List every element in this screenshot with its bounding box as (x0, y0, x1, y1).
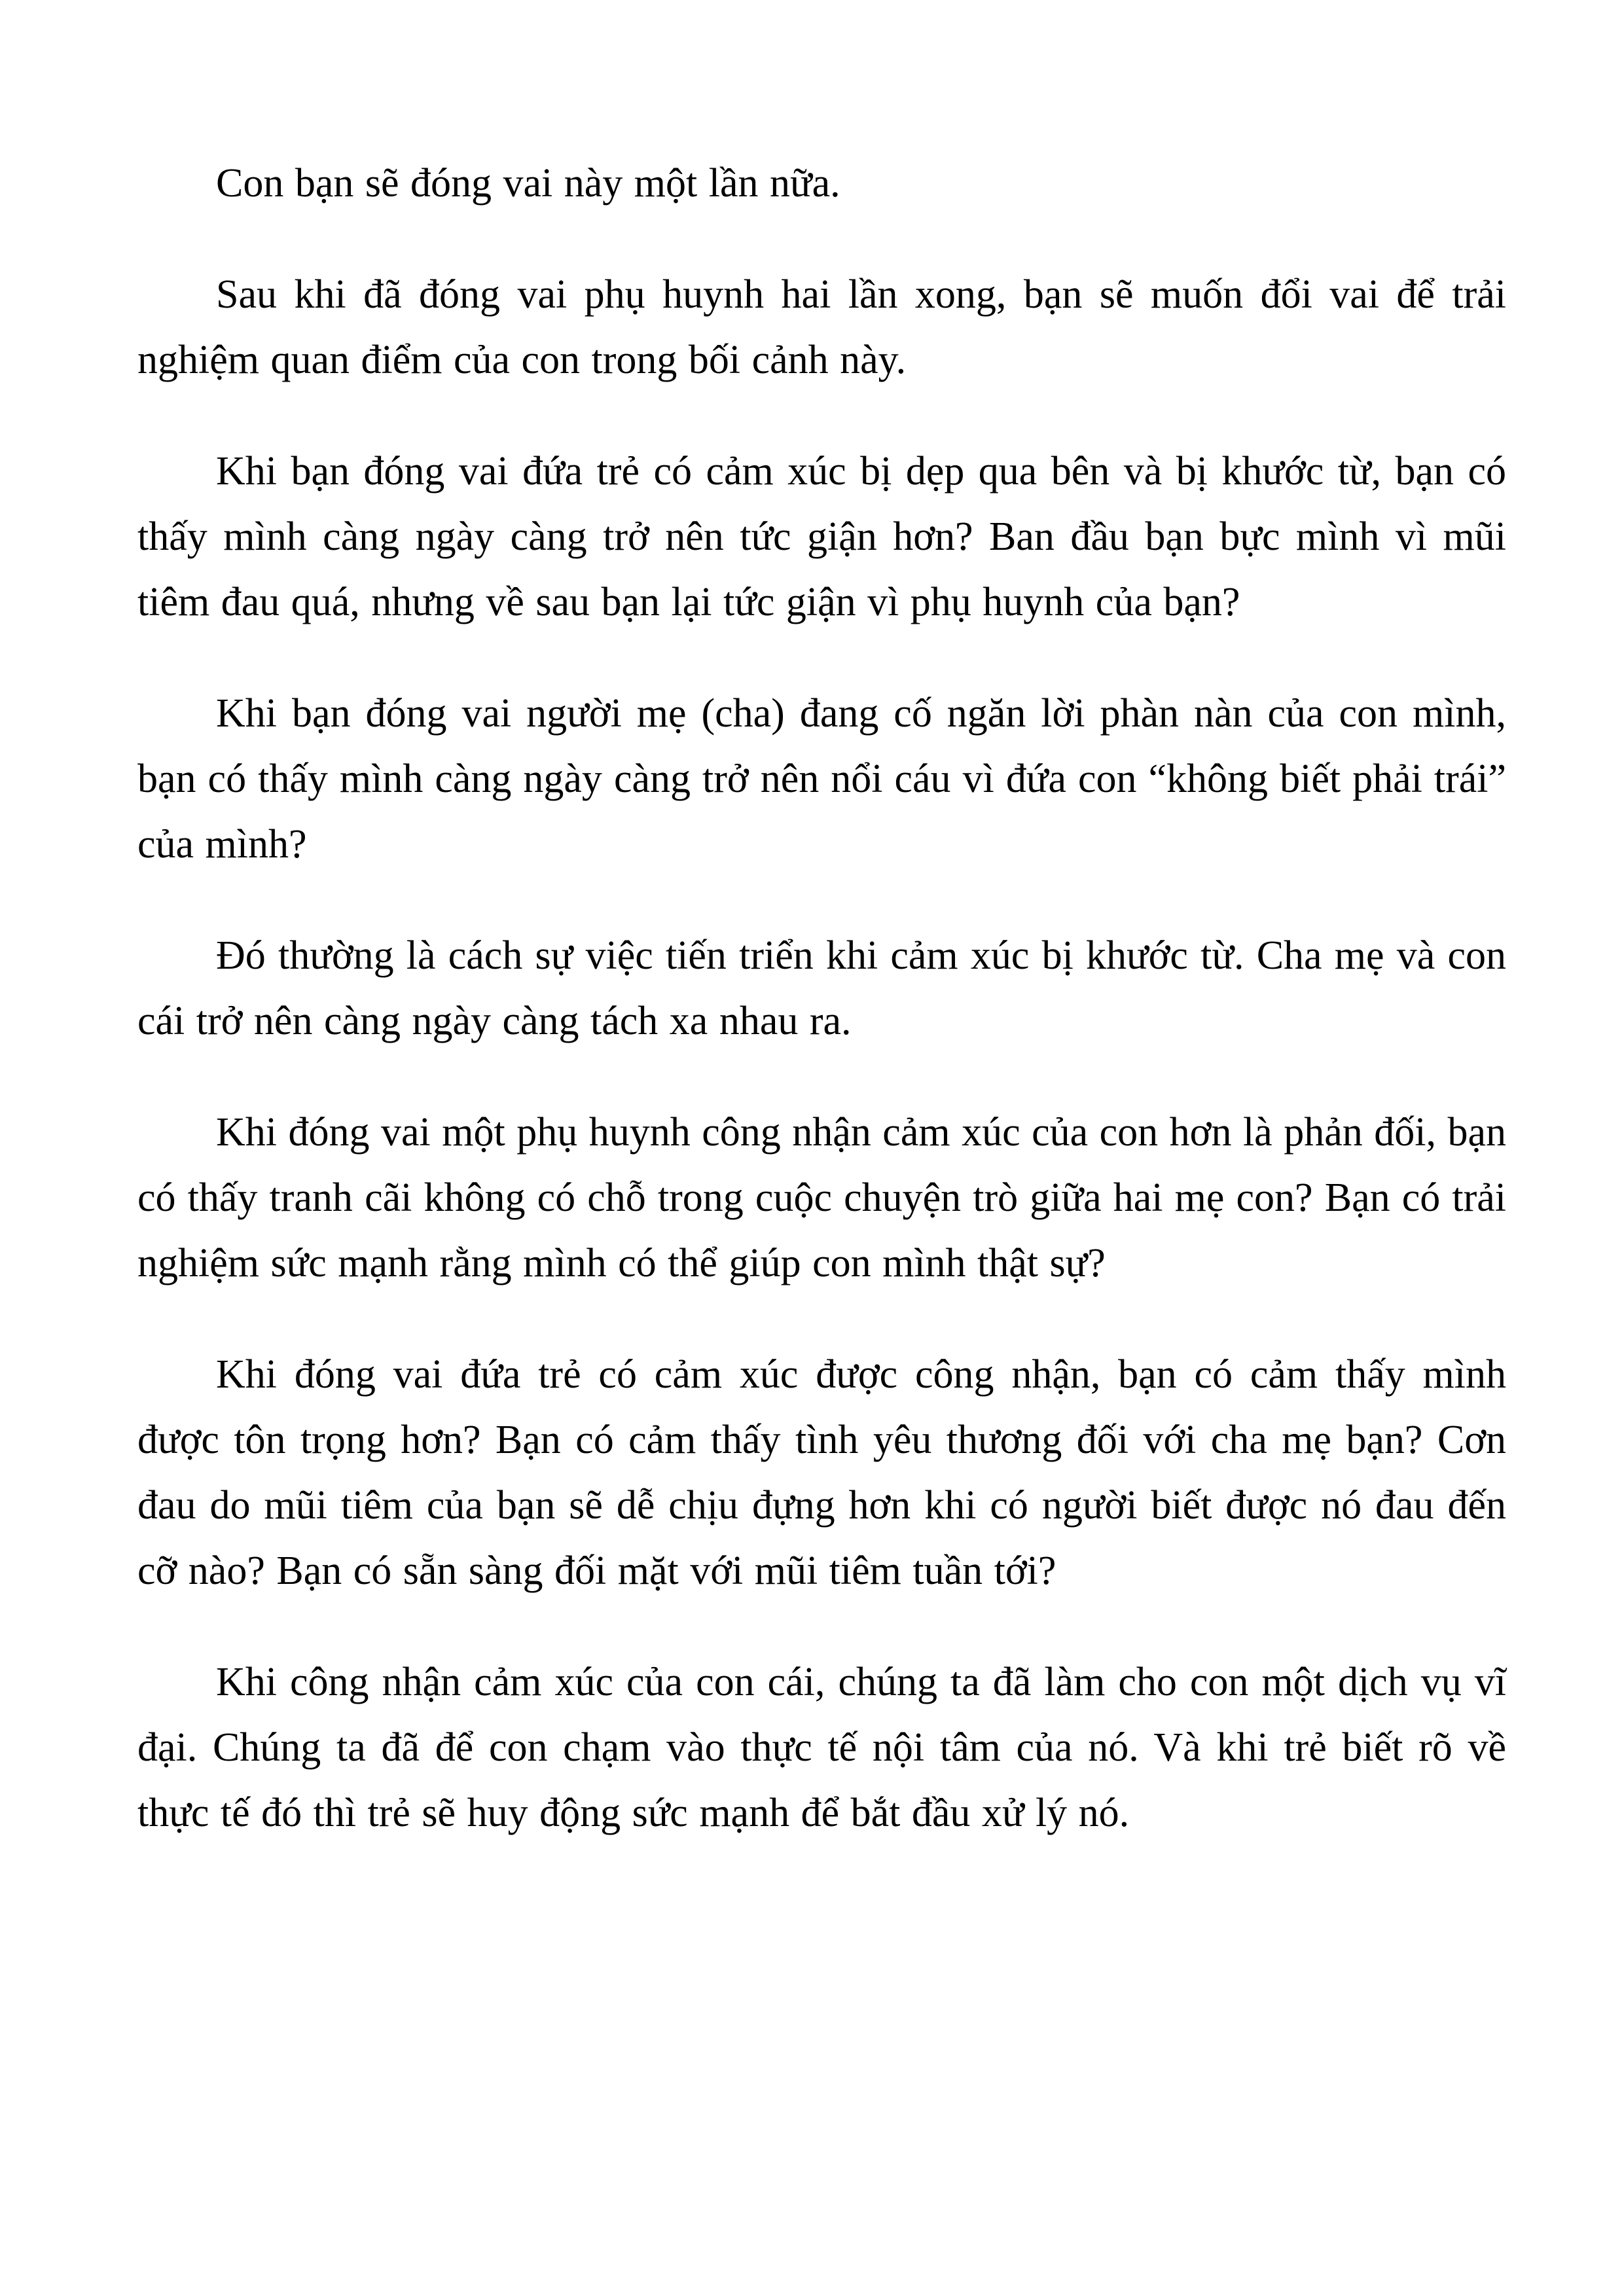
paragraph-7: Khi đóng vai đứa trẻ có cảm xúc được công nhận, bạn có cảm thấy mình được tôn trọng hơn? Bạn có cảm thấy tình yêu thương đối với cha mẹ bạn? Cơn đau do mũi tiêm của bạn sẽ dễ chịu đựng hơn khi có người biết được nó đau đến cỡ nào? Bạn có sẵn sàng đối mặt với mũi tiêm tuần tới? (137, 1352, 1506, 1593)
paragraph-1: Con bạn sẽ đóng vai này một lần nữa. (216, 161, 840, 206)
paragraph-5: Đó thường là cách sự việc tiến triển khi cảm xúc bị khước từ. Cha mẹ và con cái trở nên càng ngày càng tách xa nhau ra. (137, 933, 1506, 1043)
paragraph-6: Khi đóng vai một phụ huynh công nhận cảm xúc của con hơn là phản đối, bạn có thấy tranh cãi không có chỗ trong cuộc chuyện trò giữa hai mẹ con? Bạn có trải nghiệm sức mạnh rằng mình có thể giúp con mình thật sự? (137, 1110, 1506, 1285)
body-text (137, 151, 1506, 1846)
paragraph-3: Khi bạn đóng vai đứa trẻ có cảm xúc bị dẹp qua bên và bị khước từ, bạn có thấy mình càng ngày càng trở nên tức giận hơn? Ban đầu bạn bực mình vì mũi tiêm đau quá, nhưng về sau bạn lại tức giận vì phụ huynh của bạn? (137, 449, 1506, 624)
paragraph-4: Khi bạn đóng vai người mẹ (cha) đang cố ngăn lời phàn nàn của con mình, bạn có thấy mình càng ngày càng trở nên nổi cáu vì đứa con “không biết phải trái” của mình? (137, 691, 1506, 867)
paragraph-8: Khi công nhận cảm xúc của con cái, chúng ta đã làm cho con một dịch vụ vĩ đại. Chúng ta đã để con chạm vào thực tế nội tâm của nó. Và khi trẻ biết rõ về thực tế đó thì trẻ sẽ huy động sức mạnh để bắt đầu xử lý nó. (137, 1660, 1506, 1835)
paragraph-2: Sau khi đã đóng vai phụ huynh hai lần xong, bạn sẽ muốn đổi vai để trải nghiệm quan điểm của con trong bối cảnh này. (137, 272, 1506, 382)
